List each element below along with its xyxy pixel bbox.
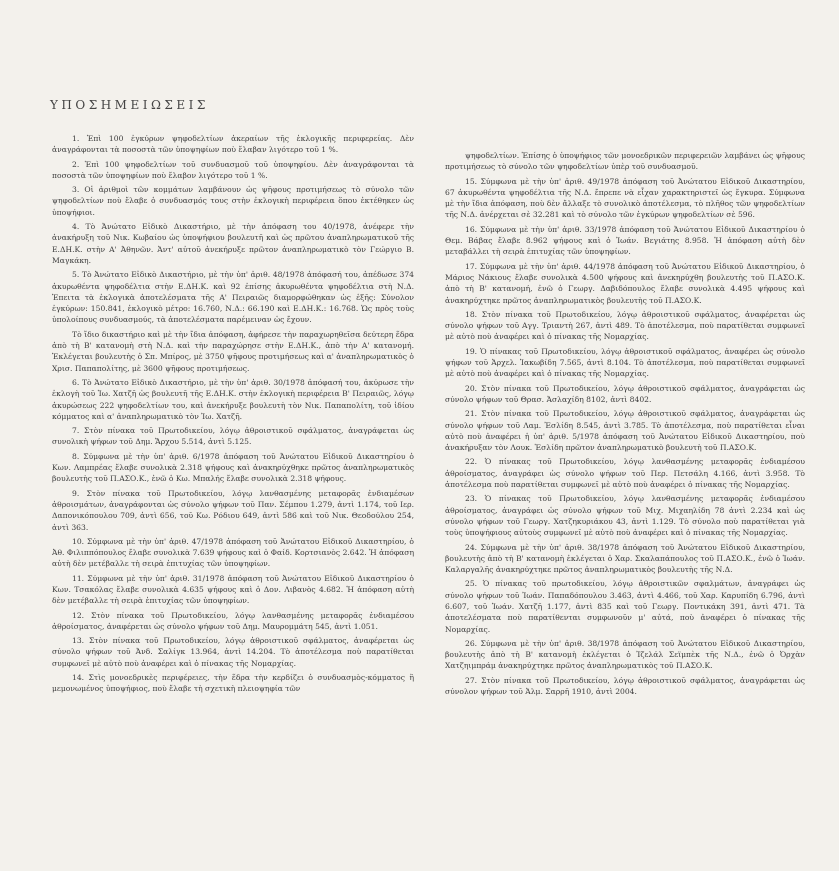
note-5: 5. Τὸ Ἀνώτατο Εἰδικὸ Δικαστήριο, μὲ τὴν ὑπ' ἀριθ. 48/1978 ἀπόφασή του, ἀπέδωσε 374 ἀκυρωθέντα ψηφοδέλτια στὴν Ε.ΔΗ.Κ. καὶ 92 ἐπίσης ἀκυρωθέντα ψηφοδέλτια στὴ Ν.Δ. Ἐπειτα τὰ ἐκλογικὰ ἀποτελέσματα τῆς Α' Πειραιῶς διαμορφώθηκαν ὡς ἑξῆς: Σύνολον ἐγκύρων: 150.841, ἐκλογικὸ μέτρο: 16.760, Ν.Δ.: 66.190 καὶ Ε.ΔΗ.Κ.: 16.768. Ὡς πρὸς τοὺς ὑπολοίπους συνδυασμούς, τὰ ἀποτελέσματα παρέμειναν ὡς ἔχουν. — [52, 270, 414, 325]
note-24: 24. Σύμφωνα μὲ τὴν ὑπ' ἀριθ. 38/1978 ἀπόφαση τοῦ Ἀνώτατου Εἰδικοῦ Δικαστηρίου, βουλευτὴς ἀπὸ τὴ Β' κατανομὴ ἐκλέγεται ὁ Χαρ. Σκαλαπάπουλος τοῦ Π.ΑΣΟ.Κ., ἐνῶ ὁ Ἰωάν. Καλαργαλῆς ἀνακηρύχτηκε πρῶτος ἀναπληρωματικὸς βουλευτὴς τῆς Ν.Δ. — [445, 542, 805, 575]
left-column — [52, 133, 414, 698]
note-5-continued: Τὸ ἴδιο δικαστήριο καὶ μὲ τὴν ἴδια ἀπόφαση, ἀφήρεσε τὴν παραχωρηθεῖσα δεύτερη ἕδρα ἀπὸ τὴ Β' κατανομὴ στὴ Ν.Δ. καὶ τὴν παραχώρησε στὴν Ε.ΔΗ.Κ., ἀπὸ τὴν Α' κατανομή. Ἐκλέγεται βουλευτὴς ὁ Σπ. Μπίρος, μὲ 3750 ψῆφους προτιμήσεως καὶ α' ἀναπληρωματικὸς ὁ Χρισ. Παπαπολίτης, μὲ 3600 ψῆφους προτιμήσεως. — [52, 329, 414, 373]
note-16: 16. Σύμφωνα μὲ τὴν ὑπ' ἀριθ. 33/1978 ἀπόφαση τοῦ Ἀνώτατου Εἰδικοῦ Δικαστηρίου ὁ Θεμ. Βάβας ἔλαβε 8.962 ψήφους καὶ ὁ Ἰωάν. Βεγιάτης 8.958. Ἡ ἀπόφαση αὐτὴ δὲν μεταβάλλει τὴ σειρὰ ἐπιτυχίας τῶν ὑποψηφίων. — [445, 224, 805, 257]
note-14: 14. Στὶς μονοεδρικὲς περιφέρειες, τὴν ἕδρα τὴν κερδίζει ὁ συνδυασμὸς-κόμματος ἢ μεμονωμένος ὑποψήφιος, ποὺ ἔλαβε τὴ σχετικὴ πλειοψηφία τῶν — [52, 673, 414, 694]
right-column — [445, 150, 805, 700]
note-13: 13. Στὸν πίνακα τοῦ Πρωτοδικείου, λόγῳ ἀθροιστικοῦ σφάλματος, ἀναφέρεται ὡς σύνολο ψήφων τοῦ Ἀνδ. Σαλίγκ 13.964, ἀντὶ 14.204. Τὸ ἀποτέλεσμα ποὺ παρατίθεται συμφωνεῖ μὲ αὐτὸ ποὺ ἀναφέρει καὶ ὁ πίνακας τῆς Νομαρχίας. — [52, 636, 414, 668]
note-6: 6. Τὸ Ἀνώτατο Εἰδικὸ Δικαστήριο, μὲ τὴν ὑπ' ἀριθ. 30/1978 ἀπόφασή του, ἀκύρωσε τὴν ἐκλογὴ τοῦ Ἰω. Χατζῆ ὡς βουλευτῆ τῆς Ε.ΔΗ.Κ. στὴν ἐκλογικὴ περιφέρεια Β' Πειραιῶς, λόγῳ ἀκυρώσεως 222 ψηφοδελτίων του, καὶ ἀνεκήρυξε βουλευτὴ τὸν Νικ. Παπαπολίτη, τοῦ ἰδίου κόμματος καὶ α' ἀναπληρωματικὸ τὸν Ἰω. Χατζῆ. — [52, 377, 414, 421]
note-19: 19. Ὁ πίνακας τοῦ Πρωτοδικείου, λόγῳ ἀθροιστικοῦ σφάλματος, ἀναφέρει ὡς σύνολο ψήφων τοῦ Ἀρχελ. Ἰακωβίδη 7.565, ἀντὶ 8.104. Τὸ ἀποτέλεσμα, ποὺ παρατίθεται συμφωνεῖ μὲ αὐτὸ ποὺ ἀναφέρει καὶ ὁ πίνακας τῆς Νομαρχίας. — [445, 346, 805, 379]
note-20: 20. Στὸν πίνακα τοῦ Πρωτοδικείου, λόγῳ ἀθροιστικοῦ σφάλματος, ἀναγράφεται ὡς σύνολο ψήφων τοῦ Θρασ. Ἀσλαχίδη 8102, ἀντὶ 8402. — [445, 383, 805, 404]
note-14-continued: ψηφοδελτίων. Ἐπίσης ὁ ὑποψήφιος τῶν μονοεδρικῶν περιφερειῶν λαμβάνει ὡς ψῆφους προτιμήσεως τὸ σύνολο τῶν ψηφοδελτίων ὑπὲρ τοῦ συνδυασμοῦ. — [445, 151, 805, 172]
note-18: 18. Στὸν πίνακα τοῦ Πρωτοδικείου, λόγῳ ἀθροιστικοῦ σφάλματος, ἀναφέρεται ὡς σύνολο ψήφων τοῦ Αγγ. Τριαντὴ 267, ἀντὶ 489. Τὸ ἀποτέλεσμα, ποὺ παρατίθεται συμφωνεῖ μὲ αὐτὸ ποὺ ἀναφέρει καὶ ὁ πίνακας τῆς Νομαρχίας. — [445, 309, 805, 342]
note-9: 9. Στὸν πίνακα τοῦ Πρωτοδικείου, λόγῳ λανθασμένης μεταφορᾶς ἐνδιαμέσων ἀθροισμάτων, ἀναγράφονται ὡς σύνολο ψήφων τοῦ Παν. Σέμπου 1.279, ἀντὶ 1.174, τοῦ Ιερ. Δαπονικόπουλου 709, ἀντὶ 656, τοῦ Κω. Ρόδιου 649, ἀντὶ 586 καὶ τοῦ Νικ. Θεοδούλου 254, ἀντὶ 363. — [52, 488, 414, 532]
note-27: 27. Στὸν πίνακα τοῦ Πρωτοδικείου, λόγῳ ἀθροιστικοῦ σφάλματος, ἀναγράφεται ὡς σύνολον ψήφων τοῦ Ἀλμ. Σαρρῆ 1910, ἀντὶ 2004. — [445, 675, 805, 697]
page-heading: ΥΠΟΣΗΜΕΙΩΣΕΙΣ — [50, 98, 209, 112]
note-1: 1. Ἐπὶ 100 ἐγκύρων ψηφοδελτίων ἀκεραίων τῆς ἐκλογικῆς περιφερείας. Δὲν ἀναγράφονται τὰ ποσοστὰ τῶν ὑποψηφίων ποὺ ἔλαβαν λιγότερο τοῦ 1 %. — [52, 134, 414, 155]
note-3: 3. Οἱ ἀριθμοὶ τῶν κομμάτων λαμβάνουν ὡς ψῆφους προτιμήσεως τὸ σύνολο τῶν ψηφοδελτίων ποὺ ἔλαβε ὁ συνδυασμός τους στὴν ἐκλογικὴ περιφέρεια ὅπου ἐκτέθηκεν ὡς ὑποψήφιοι. — [52, 185, 414, 217]
note-22: 22. Ὁ πίνακας τοῦ Πρωτοδικείου, λόγῳ λανθασμένης μεταφορᾶς ἐνδιαμέσου ἀθροίσματος, ἀναγράφει ὡς σύνολο ψήφων τοῦ Περ. Πετσάλη 4.166, ἀντὶ 3.958. Τὸ ἀποτέλεσμα ποὺ παρατίθεται συμφωνεῖ μὲ αὐτὸ ποὺ ἀναφέρει ὁ πίνακας τῆς Νομαρχίας. — [445, 457, 805, 490]
note-7: 7. Στὸν πίνακα τοῦ Πρωτοδικείου, λόγῳ ἀθροιστικοῦ σφάλματος, ἀναγράφεται ὡς συνολικὴ ψήφων τοῦ Δημ. Ἄρχου 5.514, ἀντὶ 5.125. — [52, 426, 414, 447]
note-4: 4. Τὸ Ἀνώτατο Εἰδικὸ Δικαστήριο, μὲ τὴν ἀπόφαση του 40/1978, ἀνέφερε τὴν ἀνακήρυξη τοῦ Νικ. Κωβαίου ὡς ὑποψήφιου βουλευτῆ καὶ ὡς πρῶτου ἀναπληρωματικοῦ τῆς Ε.ΔΗ.Κ. στὴν Α' Ἀθηνῶν. Ἀντ' αὐτοῦ ἀνεκήρυξε πρῶτον ἀναπληρωματικὸ τὸν Γεώργιο Β. Μαγκάκη. — [52, 222, 414, 265]
note-2: 2. Ἐπὶ 100 ψηφοδελτίων τοῦ συνδυασμοῦ τοῦ ὑποψηφίου. Δὲν ἀναγράφονται τὰ ποσοστὰ τῶν ὑποψηφίων ποὺ ἔλαβον λιγότερο τοῦ 1 %. — [52, 159, 414, 180]
note-11: 11. Σύμφωνα μὲ τὴν ὑπ' ἀριθ. 31/1978 ἀπόφαση τοῦ Ἀνώτατου Εἰδικοῦ Δικαστηρίου ὁ Κων. Τσακόλας ἔλαβε συνολικὰ 4.635 ψήφους καὶ ὁ Δον. Λιβανὸς 4.682. Ἡ ἀπόφαση αὐτὴ δὲν μετέβαλλε τὴ σειρὰ ἐπιτυχίας τῶν ὑποψηφίων. — [52, 573, 414, 606]
note-25: 25. Ὁ πίνακας τοῦ πρωτοδικείου, λόγῳ ἀθροιστικῶν σφαλμάτων, ἀναγράφει ὡς σύνολο ψήφων τοῦ Ἰωάν. Παπαδόπουλου 3.463, ἀντὶ 4.466, τοῦ Χαρ. Καρυπίδη 6.796, ἀντὶ 6.607, τοῦ Ἰωάν. Χατζῆ 1.177, ἀντὶ 835 καὶ τοῦ Γεωργ. Ποντικάκη 391, ἀντὶ 471. Τὰ ἀποτελέσματα ποὺ παρατίθενται συμφωνοῦν μ' αὐτά, ποὺ ἀναφέρει ὁ πίνακας τῆς Νομαρχίας. — [445, 579, 805, 634]
note-21: 21. Στὸν πίνακα τοῦ Πρωτοδικείου, λόγῳ ἀθροιστικοῦ σφάλματος, ἀναγράφεται ὡς σύνολο ψήφων τοῦ Λαμ. Ἐσλίδη 8.545, ἀντὶ 3.785. Τὸ ἀποτέλεσμα, ποὺ παρατίθεται εἶναι αὐτὸ ποὺ ἀναφέρει ἡ ὑπ' ἀριθ. 5/1978 ἀπόφαση τοῦ Ἀνώτατου Εἰδικοῦ Δικαστηρίου, ποὺ ἀνακήρυξαν τὸν Λουκ. Ἐσλίδη πρῶτον ἀναπληρωματικὸ βουλευτὴ τοῦ Π.ΑΣΟ.Κ. — [445, 409, 805, 453]
note-10: 10. Σύμφωνα μὲ τὴν ὑπ' ἀριθ. 47/1978 ἀπόφαση τοῦ Ἀνώτατου Εἰδικοῦ Δικαστηρίου, ὁ Ἀθ. Φιλιππόπουλος ἔλαβε συνολικὰ 7.639 ψήφους καὶ ὁ Φαίδ. Κορτσιανὸς 2.642. Ἡ ἀπόφαση αὐτὴ δὲν μετέβαλλε τὴ σειρὰ ἐπιτυχίας τῶν ὑποψηφίων. — [52, 536, 414, 569]
note-26: 26. Σύμφωνα μὲ τὴν ὑπ' ἀριθ. 38/1978 ἀπόφαση τοῦ Ἀνώτατου Εἰδικοῦ Δικαστηρίου, βουλευτὴς ἀπὸ τὴ Β' κατανομὴ ἐκλέγεται ὁ Ἰζελάλ Σεϊμπὲκ τῆς Ν.Δ., ἐνῶ ὁ Ὀρχὰν Χατζηιμπράμ ἀνακηρύχτηκε πρῶτος ἀναπληρωματικὸς τοῦ Π.ΑΣΟ.Κ. — [445, 638, 805, 671]
note-17: 17. Σύμφωνα μὲ τὴν ὑπ' ἀριθ. 44/1978 ἀπόφαση τοῦ Ἀνώτατου Εἰδικοῦ Δικαστηρίου, ὁ Μάριος Νάκιους ἔλαβε συνολικὰ 4.500 ψήφους καὶ ἀνεκηρύχθη βουλευτὴς τοῦ Π.ΑΣΟ.Κ. ἀπὸ τὴ Β' κατανομή, ἐνῶ ὁ Γεωργ. Δαβιδόπουλος ἔλαβε συνολικὰ 4.495 ψήφους καὶ ἀνακηρύχτηκε πρῶτος ἀναπληρωματικὸς βουλευτὴς τοῦ Π.ΑΣΟ.Κ. — [445, 261, 805, 305]
note-8: 8. Σύμφωνα μὲ τὴν ὑπ' ἀριθ. 6/1978 ἀπόφαση τοῦ Ἀνώτατου Εἰδικοῦ Δικαστηρίου ὁ Κων. Λαμπρέας ἔλαβε συνολικὰ 2.318 ψήφους καὶ ἀνακηρύχθηκε πρῶτος ἀναπληρωματικὸς βουλευτὴς τοῦ Π.ΑΣΟ.Κ., ἐνῶ ὁ Κω. Μπαλής ἔλαβε συνολικὰ 2.318 ψήφους. — [52, 451, 414, 484]
note-12: 12. Στὸν πίνακα τοῦ Πρωτοδικείου, λόγῳ λανθασμένης μεταφορᾶς ἐνδιαμέσου ἀθροίσματος, ἀναφέρεται ὡς σύνολο ψήφων τοῦ Δημ. Μαυρομμάτη 545, ἀντὶ 1.051. — [52, 610, 414, 631]
note-15: 15. Σύμφωνα μὲ τὴν ὑπ' ἀριθ. 49/1978 ἀπόφαση τοῦ Ἀνώτατου Εἰδικοῦ Δικαστηρίου, 67 ἀκυρωθέντα ψηφοδέλτια τῆς Ν.Δ. ἔπρεπε νὰ εἶχαν χαρακτηριστεῖ ὡς ἔγκυρα. Σύμφωνα μὲ τὴν ἴδια ἀπόφαση, ποὺ δὲν ἄλλαξε τὸ συνολικὸ ἀποτέλεσμα, τὸ πλῆθος τῶν ψηφοδελτίων τῆς Ν.Δ. ἀνέρχεται σὲ 32.281 καὶ τὸ σύνολο τῶν ἐγκύρων ψηφοδελτίων σὲ 596. — [445, 176, 805, 220]
note-23: 23. Ὁ πίνακας τοῦ Πρωτοδικείου, λόγῳ λανθασμένης μεταφορᾶς ἐνδιαμέσου ἀθροίσματος, ἀναγράφει ὡς σύνολο ψήφων τοῦ Μιχ. Μιχαηλίδη 78 ἀντὶ 2.234 καὶ ὡς σύνολο ψήφων τοῦ Γεωργ. Χατζηκυριάκου 43, ἀντὶ 1.129. Τὸ σύνολο ποὺ παρατίθεται γιὰ τοὺς ὑποψήφιους αὐτοὺς συμφωνεῖ μὲ αὐτὸ ποὺ ἀναφέρει καὶ ὁ πίνακας τῆς Νομαρχίας. — [445, 494, 805, 538]
